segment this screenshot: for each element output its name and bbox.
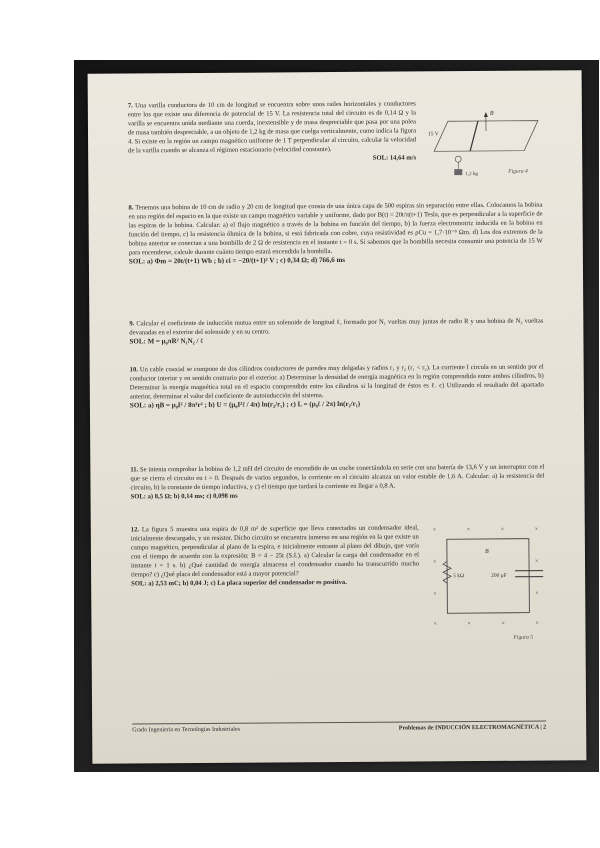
problem-10: [130, 363, 544, 411]
svg-text:×: ×: [432, 559, 437, 566]
svg-text:×: ×: [467, 621, 471, 628]
svg-text:×: ×: [466, 527, 471, 534]
problem-7: [128, 99, 416, 164]
figure-voltage-label: 15 V: [428, 131, 439, 138]
svg-text:×: ×: [433, 621, 437, 628]
svg-text:×: ×: [535, 620, 539, 627]
figure-mass-label: 1,2 kg: [465, 172, 478, 178]
problem-text: Calcular el coeficiente de inducción mutua entre un solenoide de longitud ℓ, formado por N₁ vueltas muy juntas de radio R y una bobina de N₂ vueltas devanadas en el exterior del solenoide y en su centro.: [129, 317, 544, 337]
footer-course: Grado Ingeniería en Tecnologías Industriales: [132, 726, 240, 734]
problem-text: Una varilla conductora de 10 cm de longitud se encuentra sobre unos railes horizontales y conductores entre los que existe una diferencia de potencial de 15 V. La resistencia total del circuito es de 0,14 Ω y la varilla se encuentra unida mediante una cuerda, inextensible y de masa despreciable que pasa por una polea de masa también despreciable, a un objeto de 1,2 kg de masa que cuelga verticalmente, como indica la figura 4. Si existe en la región un campo magnético uniforme de 1 T perpendicular al circuito, calcular la velocidad de la varilla cuando se alcanza el régimen estacionario (velocidad constante).: [127, 100, 417, 155]
figure-4: [428, 103, 549, 184]
svg-text:×: ×: [500, 526, 505, 533]
problem-text: Un cable coaxial se compone de dos cilindros conductores de paredes muy delgadas y radios r₁ y r₂ (r₁ < r₂). La corriente I circula en un sentido por el conductor interior y en sentido contrario por el exterior. a) Determinar la densidad de energía magnética en la región comprendida entre ambos cilindros. b) Determinar la energía magnética total en el espacio comprendido entre los cilindros si la longitud de éstos es ℓ. c) Utilizando el resultado del apartado anterior, determinar el valor del coeficiente de autoinducción del sistema.: [129, 363, 544, 401]
problem-text: Tenemos una bobina de 10 cm de radio y 20 cm de longitud que consta de una única capa de 500 espiras sin separación entre ellas. Colocamos la bobina en una región del espacio en la que existe un campo magnético variable y uniforme, dado por B(t) = 20t/π(t+1) Tesla, que es perpendicular a la superficie de las espiras de la bobina. Calcular: a) el flujo magnético a través de la bobina en función del tiempo, b) la fuerza electromotriz inducida en la bobina en función del tiempo, c) la resistencia óhmica de la bobina, si está fabricada con cobre, cuya resistividad es ρCu = 1,7·10⁻⁸ Ωm. d) Los dos extremos de la bobina anterior se conectan a una bombilla de 2 Ω de resistencia en el instante t = 0 s. Si sabemos que la bombilla necesita consumir una potencia de 15 W para encenderse, calcule durante cuánto tiempo estará encendida la bombilla.: [128, 201, 543, 257]
svg-text:×: ×: [501, 620, 505, 627]
capacitor-label: 200 μF: [491, 572, 507, 579]
problem-11: [130, 463, 544, 502]
problem-8: [129, 201, 543, 267]
problem-solution: SOL: a) 8,5 Ω; b) 0,14 ms; c) 0,098 ms: [130, 492, 238, 501]
figure-field-label: B: [484, 548, 489, 555]
photo-background: [74, 60, 599, 772]
svg-text:×: ×: [535, 590, 539, 597]
problem-12: [131, 523, 419, 588]
figure-5: [429, 522, 554, 643]
problem-solution: SOL: M = μ₀πR² N₁N₂ / ℓ: [129, 336, 203, 346]
page-footer: [132, 721, 546, 734]
problem-number: 8.: [128, 204, 134, 212]
problem-number: 10.: [129, 366, 138, 374]
problem-solution: SOL: a) ηB = μ₀I² / 8π²r² ; b) U = (μ₀I²ℓ / 4π) ln(r₂/r₁) ; c) L = (μ₀ℓ / 2π) ln(r₂/r₁): [129, 399, 361, 410]
figure-caption: Figura 4: [508, 168, 528, 175]
problem-solution: SOL: a) Φm = 20t/(t+1) Wb ; b) εi = −20/(t+1)² V ; c) 0,34 Ω; d) 766,6 ms: [128, 255, 346, 266]
resistor-label: 5 kΩ: [453, 573, 465, 580]
problem-number: 11.: [130, 466, 139, 474]
footer-title: Problemas de INDUCCIÓN ELECTROMAGNÉTICA | 2: [398, 724, 547, 732]
problem-solution: SOL: a) 2,53 mC; b) 0,04 J; c) La placa superior del condensador es positiva.: [131, 578, 347, 588]
problem-number: 7.: [127, 102, 133, 110]
document-page: [88, 70, 587, 763]
figure-caption: Figura 5: [513, 634, 533, 641]
svg-text:×: ×: [433, 591, 437, 598]
problem-text: La figura 5 muestra una espira de 0,8 m² de superficie que lleva conectados un condensador ideal, inicialmente descargado, y un resistor. Dicho circuito se encuentra inmerso en una región en la que existe un campo magnético, perpendicular al plano de la espira, e inicialmente entrante al plano del dibujo, que varía con el tiempo de acuerdo con la expresión: B = 4 − 25t (S.I.). a) Calcular la carga del condensador en el instante t = 1 s. b) ¿Qué cantidad de energía almacena el condensador cuando ha transcurrido mucho tiempo? c) ¿Qué placa del condensador está a mayor potencial?: [130, 524, 420, 579]
problem-number: 9.: [129, 320, 135, 328]
figure-field-label: B: [489, 110, 494, 117]
svg-text:×: ×: [534, 558, 539, 565]
problem-solution: SOL: 14,64 m/s: [372, 154, 417, 162]
problem-text: Se intenta comprobar la bobina de 1,2 mH del circuito de encendido de un coche conectándola en serie con una batería de 13,6 V y un interruptor con el que se cierra el circuito en t = 0. Después de varios segundos, la corriente en el circuito alcanza un valor estable de 1,6 A. Calcular: a) la resistencia del circuito, b) la constante de tiempo inductiva, y c) el tiempo que tardará la corriente en llegar a 0,8 A.: [130, 463, 545, 492]
problem-number: 12.: [130, 526, 140, 534]
svg-text:×: ×: [534, 526, 539, 533]
problem-9: [129, 317, 543, 347]
svg-text:×: ×: [432, 527, 437, 534]
